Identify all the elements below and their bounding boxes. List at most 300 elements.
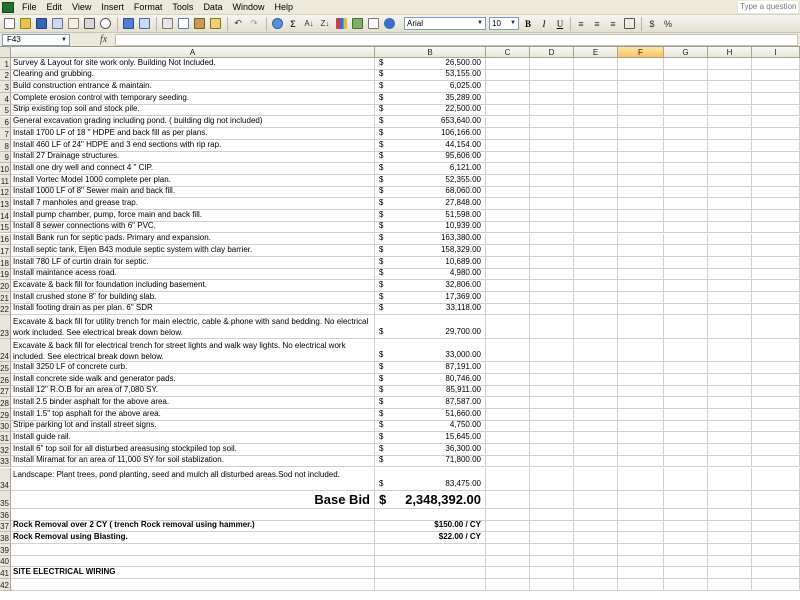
cell-empty[interactable] (708, 386, 752, 398)
cell-description[interactable] (11, 292, 375, 304)
cell-empty[interactable] (618, 163, 664, 175)
cell-empty[interactable] (574, 70, 618, 82)
cell-empty[interactable] (708, 105, 752, 117)
cell-amount[interactable] (375, 374, 486, 386)
cell-empty[interactable] (574, 532, 618, 544)
cell-empty[interactable] (708, 544, 752, 556)
cell-amount[interactable] (375, 280, 486, 292)
cell-empty[interactable] (486, 292, 530, 304)
cell-empty[interactable] (574, 468, 618, 491)
cell-empty[interactable] (664, 544, 708, 556)
cell-empty[interactable] (574, 58, 618, 70)
cell-empty[interactable] (574, 163, 618, 175)
cell-empty[interactable] (574, 117, 618, 129)
cell-empty[interactable] (752, 140, 800, 152)
cell-empty[interactable] (574, 128, 618, 140)
cell-empty[interactable] (618, 187, 664, 199)
cell-empty[interactable] (530, 140, 574, 152)
cell-empty[interactable] (618, 58, 664, 70)
row-header[interactable]: 42 (0, 580, 9, 590)
menu-tools[interactable]: Tools (172, 2, 194, 12)
cell-amount[interactable] (375, 198, 486, 210)
cell-amount[interactable] (375, 175, 486, 187)
cell-amount[interactable] (375, 509, 486, 521)
font-name-select[interactable] (404, 17, 486, 30)
cell-empty[interactable] (752, 81, 800, 93)
cell-empty[interactable] (708, 163, 752, 175)
row-header[interactable]: 25 (0, 363, 9, 373)
cell-empty[interactable] (530, 210, 574, 222)
permission-button[interactable] (50, 17, 64, 31)
cell-empty[interactable] (708, 128, 752, 140)
cell-empty[interactable] (664, 128, 708, 140)
cell-amount[interactable] (375, 397, 486, 409)
row-header[interactable]: 16 (0, 235, 9, 245)
cell-empty[interactable] (664, 567, 708, 579)
cell-empty[interactable] (664, 304, 708, 316)
cell-empty[interactable] (530, 409, 574, 421)
cell-empty[interactable] (574, 140, 618, 152)
cell-empty[interactable] (752, 521, 800, 533)
row-header[interactable]: 36 (0, 510, 9, 520)
cell-empty[interactable] (664, 117, 708, 129)
redo-button[interactable] (247, 17, 261, 31)
cell-empty[interactable] (664, 509, 708, 521)
cell-empty[interactable] (618, 128, 664, 140)
cell-empty[interactable] (664, 556, 708, 568)
menu-view[interactable]: View (72, 2, 92, 12)
cell-amount[interactable] (375, 491, 486, 509)
cell-empty[interactable] (664, 105, 708, 117)
cell-empty[interactable] (752, 409, 800, 421)
cell-empty[interactable] (574, 175, 618, 187)
cell-description[interactable] (11, 280, 375, 292)
help-button[interactable] (382, 17, 396, 31)
cell-empty[interactable] (664, 374, 708, 386)
cell-empty[interactable] (574, 362, 618, 374)
cell-empty[interactable] (664, 432, 708, 444)
row-header[interactable]: 26 (0, 375, 9, 385)
cell-description[interactable] (11, 521, 375, 533)
cell-amount[interactable] (375, 456, 486, 468)
cell-empty[interactable] (752, 304, 800, 316)
cell-empty[interactable] (486, 234, 530, 246)
cell-amount[interactable] (375, 234, 486, 246)
cell-empty[interactable] (486, 105, 530, 117)
cell-empty[interactable] (530, 556, 574, 568)
cell-empty[interactable] (752, 175, 800, 187)
cell-description[interactable] (11, 234, 375, 246)
cell-description[interactable] (11, 81, 375, 93)
hyperlink-button[interactable] (270, 17, 284, 31)
cell-empty[interactable] (618, 509, 664, 521)
cell-empty[interactable] (664, 58, 708, 70)
column-header-f[interactable]: F (618, 47, 664, 58)
cell-empty[interactable] (708, 491, 752, 509)
cell-empty[interactable] (574, 556, 618, 568)
autosum-button[interactable] (286, 17, 300, 31)
cell-amount[interactable] (375, 257, 486, 269)
cell-empty[interactable] (574, 105, 618, 117)
cell-empty[interactable] (618, 409, 664, 421)
cell-amount[interactable] (375, 292, 486, 304)
cell-empty[interactable] (664, 70, 708, 82)
row-header[interactable]: 27 (0, 387, 9, 397)
menu-help[interactable]: Help (274, 2, 293, 12)
email-button[interactable] (66, 17, 80, 31)
cell-description[interactable] (11, 70, 375, 82)
cell-empty[interactable] (752, 58, 800, 70)
cell-empty[interactable] (618, 117, 664, 129)
cell-description[interactable] (11, 152, 375, 164)
row-header[interactable]: 12 (0, 188, 9, 198)
cell-empty[interactable] (530, 292, 574, 304)
cell-empty[interactable] (530, 567, 574, 579)
cell-empty[interactable] (618, 468, 664, 491)
underline-button[interactable]: U (556, 18, 564, 29)
cell-amount[interactable] (375, 269, 486, 281)
cell-empty[interactable] (618, 257, 664, 269)
cell-empty[interactable] (708, 140, 752, 152)
cell-empty[interactable] (486, 128, 530, 140)
cell-empty[interactable] (664, 421, 708, 433)
cell-description[interactable] (11, 374, 375, 386)
save-button[interactable] (34, 17, 48, 31)
cell-empty[interactable] (618, 421, 664, 433)
cell-empty[interactable] (664, 491, 708, 509)
cell-empty[interactable] (708, 257, 752, 269)
cell-amount[interactable] (375, 409, 486, 421)
cell-empty[interactable] (574, 304, 618, 316)
row-header[interactable]: 31 (0, 434, 9, 444)
cell-empty[interactable] (486, 532, 530, 544)
row-header[interactable]: 8 (0, 140, 11, 152)
cell-empty[interactable] (708, 556, 752, 568)
cell-empty[interactable] (708, 269, 752, 281)
cell-amount[interactable] (375, 93, 486, 105)
cell-empty[interactable] (530, 70, 574, 82)
cell-empty[interactable] (574, 521, 618, 533)
cell-empty[interactable] (530, 163, 574, 175)
cell-empty[interactable] (574, 544, 618, 556)
cell-empty[interactable] (530, 280, 574, 292)
row-header[interactable]: 7 (0, 128, 11, 140)
cell-amount[interactable] (375, 70, 486, 82)
cell-empty[interactable] (664, 222, 708, 234)
cell-empty[interactable] (708, 315, 752, 338)
cell-empty[interactable] (618, 339, 664, 362)
cut-button[interactable] (160, 17, 174, 31)
cell-empty[interactable] (486, 579, 530, 591)
cell-empty[interactable] (618, 210, 664, 222)
cell-description[interactable] (11, 421, 375, 433)
cell-empty[interactable] (486, 117, 530, 129)
cell-amount[interactable] (375, 152, 486, 164)
cell-empty[interactable] (530, 444, 574, 456)
cell-empty[interactable] (708, 456, 752, 468)
cell-empty[interactable] (486, 257, 530, 269)
cell-empty[interactable] (618, 579, 664, 591)
menu-edit[interactable]: Edit (46, 2, 63, 12)
row-header[interactable]: 14 (0, 211, 9, 221)
percent-button[interactable]: % (663, 18, 672, 29)
cell-empty[interactable] (752, 432, 800, 444)
cell-empty[interactable] (574, 81, 618, 93)
cell-empty[interactable] (574, 198, 618, 210)
row-header[interactable]: 24 (0, 339, 11, 362)
cell-empty[interactable] (752, 468, 800, 491)
print-button[interactable] (82, 17, 96, 31)
cell-empty[interactable] (486, 374, 530, 386)
cell-empty[interactable] (574, 491, 618, 509)
cell-empty[interactable] (618, 544, 664, 556)
align-center-button[interactable] (590, 17, 604, 31)
cell-empty[interactable] (618, 374, 664, 386)
cell-empty[interactable] (752, 105, 800, 117)
cell-empty[interactable] (574, 280, 618, 292)
column-header-i[interactable]: I (752, 47, 800, 58)
chart-wizard-button[interactable] (334, 17, 348, 31)
row-header[interactable]: 20 (0, 281, 9, 291)
cell-empty[interactable] (752, 339, 800, 362)
cell-empty[interactable] (574, 432, 618, 444)
row-header[interactable]: 6 (0, 117, 11, 129)
cell-empty[interactable] (574, 93, 618, 105)
row-header[interactable]: 34 (0, 468, 11, 491)
cell-empty[interactable] (708, 280, 752, 292)
cell-empty[interactable] (708, 432, 752, 444)
cell-empty[interactable] (752, 187, 800, 199)
cell-description[interactable] (11, 163, 375, 175)
row-header[interactable]: 39 (0, 545, 9, 555)
menu-format[interactable]: Format (133, 2, 163, 12)
menu-file[interactable]: File (22, 2, 37, 12)
cell-description[interactable] (11, 245, 375, 257)
cell-empty[interactable] (530, 81, 574, 93)
cell-empty[interactable] (530, 257, 574, 269)
cell-empty[interactable] (664, 315, 708, 338)
cell-empty[interactable] (752, 491, 800, 509)
cell-empty[interactable] (752, 128, 800, 140)
cell-empty[interactable] (574, 409, 618, 421)
cell-empty[interactable] (486, 152, 530, 164)
cell-empty[interactable] (574, 269, 618, 281)
sort-descending-button[interactable] (318, 17, 332, 31)
italic-button[interactable]: I (542, 18, 546, 29)
column-header-e[interactable]: E (574, 47, 618, 58)
cell-empty[interactable] (486, 81, 530, 93)
cell-empty[interactable] (664, 269, 708, 281)
row-header[interactable]: 17 (0, 246, 9, 256)
cell-empty[interactable] (618, 222, 664, 234)
cell-amount[interactable] (375, 579, 486, 591)
cell-empty[interactable] (618, 292, 664, 304)
cell-description[interactable] (11, 386, 375, 398)
cell-empty[interactable] (530, 544, 574, 556)
cell-empty[interactable] (752, 362, 800, 374)
cell-description[interactable] (11, 140, 375, 152)
cell-empty[interactable] (574, 509, 618, 521)
cell-empty[interactable] (574, 257, 618, 269)
cell-description[interactable] (11, 509, 375, 521)
cell-empty[interactable] (752, 386, 800, 398)
cell-empty[interactable] (486, 468, 530, 491)
cell-description[interactable] (11, 222, 375, 234)
row-header[interactable]: 21 (0, 293, 9, 303)
row-header[interactable]: 30 (0, 422, 9, 432)
cell-amount[interactable] (375, 444, 486, 456)
cell-empty[interactable] (530, 175, 574, 187)
cell-amount[interactable] (375, 128, 486, 140)
help-search-input[interactable]: Type a question (740, 2, 797, 11)
cell-description[interactable] (11, 257, 375, 269)
cell-description[interactable] (11, 362, 375, 374)
cell-empty[interactable] (708, 222, 752, 234)
formula-input[interactable] (115, 34, 798, 46)
row-header[interactable]: 22 (0, 305, 9, 315)
cell-empty[interactable] (752, 509, 800, 521)
cell-empty[interactable] (618, 105, 664, 117)
cell-description[interactable] (11, 556, 375, 568)
cell-empty[interactable] (486, 386, 530, 398)
cell-empty[interactable] (486, 556, 530, 568)
cell-empty[interactable] (664, 409, 708, 421)
cell-empty[interactable] (618, 152, 664, 164)
cell-empty[interactable] (486, 409, 530, 421)
cell-empty[interactable] (618, 175, 664, 187)
cell-empty[interactable] (752, 456, 800, 468)
cell-empty[interactable] (664, 532, 708, 544)
row-header[interactable]: 29 (0, 410, 9, 420)
cell-description[interactable] (11, 567, 375, 579)
cell-empty[interactable] (530, 269, 574, 281)
cell-empty[interactable] (618, 556, 664, 568)
cell-empty[interactable] (618, 280, 664, 292)
cell-empty[interactable] (752, 198, 800, 210)
cell-description[interactable] (11, 105, 375, 117)
cell-empty[interactable] (574, 339, 618, 362)
cell-empty[interactable] (664, 198, 708, 210)
cell-empty[interactable] (486, 397, 530, 409)
cell-empty[interactable] (618, 567, 664, 579)
cell-empty[interactable] (486, 304, 530, 316)
cell-empty[interactable] (708, 81, 752, 93)
cell-empty[interactable] (752, 117, 800, 129)
cell-amount[interactable] (375, 432, 486, 444)
cell-empty[interactable] (664, 163, 708, 175)
row-header[interactable]: 3 (0, 81, 11, 93)
cell-amount[interactable] (375, 521, 486, 533)
cell-empty[interactable] (486, 222, 530, 234)
cell-empty[interactable] (752, 222, 800, 234)
column-header-c[interactable]: C (486, 47, 530, 58)
cell-empty[interactable] (664, 362, 708, 374)
cell-amount[interactable] (375, 532, 486, 544)
cell-empty[interactable] (708, 409, 752, 421)
cell-empty[interactable] (664, 468, 708, 491)
cell-description[interactable] (11, 532, 375, 544)
cell-empty[interactable] (708, 567, 752, 579)
cell-empty[interactable] (752, 532, 800, 544)
cell-empty[interactable] (618, 234, 664, 246)
row-header[interactable]: 11 (0, 176, 9, 186)
cell-empty[interactable] (664, 187, 708, 199)
undo-button[interactable] (231, 17, 245, 31)
cell-empty[interactable] (486, 339, 530, 362)
cell-empty[interactable] (752, 269, 800, 281)
cell-empty[interactable] (530, 421, 574, 433)
cell-empty[interactable] (664, 152, 708, 164)
cell-empty[interactable] (618, 81, 664, 93)
cell-empty[interactable] (752, 374, 800, 386)
cell-empty[interactable] (752, 70, 800, 82)
cell-description[interactable] (11, 456, 375, 468)
merge-center-button[interactable] (622, 17, 636, 31)
cell-description[interactable] (11, 304, 375, 316)
cell-empty[interactable] (574, 234, 618, 246)
column-header-h[interactable]: H (708, 47, 752, 58)
cell-empty[interactable] (708, 70, 752, 82)
cell-empty[interactable] (486, 456, 530, 468)
cell-empty[interactable] (486, 58, 530, 70)
cell-description[interactable] (11, 210, 375, 222)
row-header[interactable]: 2 (0, 70, 11, 82)
cell-empty[interactable] (752, 163, 800, 175)
cell-empty[interactable] (708, 421, 752, 433)
column-header-a[interactable]: A (11, 47, 375, 58)
cell-empty[interactable] (530, 117, 574, 129)
cell-empty[interactable] (618, 521, 664, 533)
cell-description[interactable] (11, 468, 375, 491)
menu-window[interactable]: Window (232, 2, 265, 12)
print-preview-button[interactable] (98, 17, 112, 31)
cell-empty[interactable] (530, 105, 574, 117)
row-header[interactable]: 10 (0, 164, 9, 174)
cell-empty[interactable] (574, 210, 618, 222)
open-button[interactable] (18, 17, 32, 31)
cell-empty[interactable] (664, 339, 708, 362)
cell-empty[interactable] (752, 93, 800, 105)
cell-empty[interactable] (486, 444, 530, 456)
cell-empty[interactable] (530, 532, 574, 544)
cell-empty[interactable] (664, 579, 708, 591)
cell-empty[interactable] (664, 140, 708, 152)
row-header[interactable]: 33 (0, 457, 9, 467)
cell-empty[interactable] (530, 339, 574, 362)
cell-empty[interactable] (486, 198, 530, 210)
cell-amount[interactable] (375, 468, 486, 491)
cell-empty[interactable] (530, 222, 574, 234)
cell-empty[interactable] (708, 397, 752, 409)
cell-empty[interactable] (574, 567, 618, 579)
cell-amount[interactable] (375, 105, 486, 117)
cell-empty[interactable] (618, 444, 664, 456)
cell-amount[interactable] (375, 386, 486, 398)
cell-empty[interactable] (708, 374, 752, 386)
cell-empty[interactable] (574, 397, 618, 409)
cell-empty[interactable] (530, 245, 574, 257)
cell-empty[interactable] (664, 456, 708, 468)
cell-empty[interactable] (708, 304, 752, 316)
cell-empty[interactable] (486, 269, 530, 281)
cell-empty[interactable] (708, 532, 752, 544)
cell-amount[interactable] (375, 421, 486, 433)
cell-empty[interactable] (618, 140, 664, 152)
cell-empty[interactable] (618, 70, 664, 82)
cell-description[interactable] (11, 491, 375, 509)
cell-amount[interactable] (375, 245, 486, 257)
cell-amount[interactable] (375, 140, 486, 152)
